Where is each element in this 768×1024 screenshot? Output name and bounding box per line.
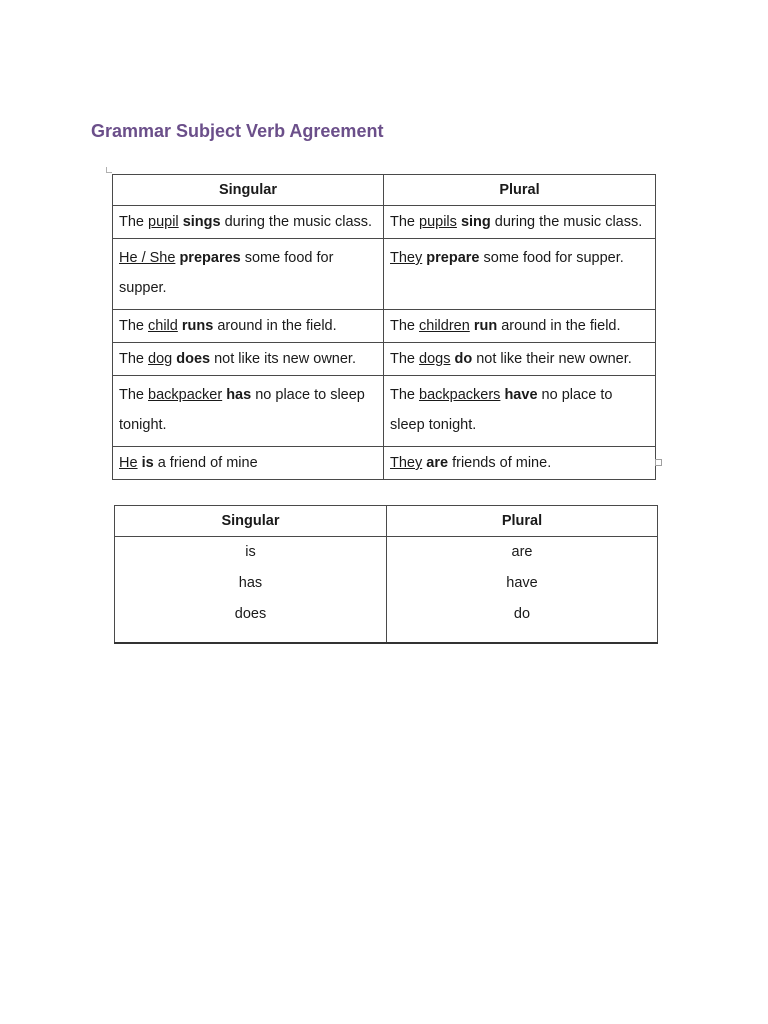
verbs-table [114,505,658,644]
sentence-text: not like its new owner. [210,351,356,367]
verb: do [454,351,473,367]
table-row [113,239,656,310]
verb: prepares [179,250,241,266]
verb: sings [182,214,221,230]
singular-header: Singular [113,175,384,206]
subject: dogs [419,351,451,367]
plural-header: Plural [384,175,656,206]
singular-sentence-cell [113,343,384,376]
verb: sing [460,214,491,230]
subject: children [419,318,470,334]
verb-form: has [238,575,263,591]
verb-form: do [513,606,531,622]
table-row [113,343,656,376]
page-title: Grammar Subject Verb Agreement [91,121,384,141]
sentence-text: The [390,318,420,334]
table-row [113,310,656,343]
singular-verbs-cell [115,537,387,644]
singular-sentence-cell [113,447,384,480]
sentence-text: The [390,387,420,403]
verb: have [504,387,538,403]
singular-sentence-cell [113,206,384,239]
singular-header: Singular [115,506,387,537]
sentence-text: around in the field. [497,318,621,334]
sentence-text: a friend of mine [153,455,258,471]
subject: pupil [148,214,179,230]
verb-form: are [511,544,533,560]
sentence-text: The [119,351,149,367]
verb: has [226,387,252,403]
verb-form: does [234,606,267,622]
plural-header: Plural [387,506,658,537]
subject: backpackers [419,387,501,403]
sentence-text: The [119,387,149,403]
verb: is [141,455,154,471]
table-row [113,206,656,239]
table-header-row [115,506,658,537]
anchor-icon [106,167,112,173]
sentence-text: The [390,214,420,230]
table-header-row [113,175,656,206]
subject: He / She [119,250,176,266]
table-row [113,376,656,447]
sentence-text: during the music class. [220,214,373,230]
sentence-text: no place to sleep tonight. [390,387,613,433]
sentence-text: some food for supper. [479,250,624,266]
verb: runs [181,318,214,334]
sentence-text: during the music class. [490,214,643,230]
verb: are [426,455,449,471]
subject: They [390,455,423,471]
verb: prepare [426,250,480,266]
verb: run [473,318,498,334]
plural-sentence-cell [384,206,656,239]
sentence-text: some food for supper. [119,250,334,296]
examples-table [112,174,656,480]
table-row [113,447,656,480]
plural-sentence-cell [384,239,656,310]
subject: They [390,250,423,266]
plural-sentence-cell [384,447,656,480]
plural-sentence-cell [384,310,656,343]
verb-form: is [245,544,256,560]
subject: backpacker [148,387,223,403]
singular-sentence-cell [113,239,384,310]
sentence-text: friends of mine. [448,455,552,471]
sentence-text: The [119,214,149,230]
table-resize-handle[interactable] [655,459,662,466]
subject: He [119,455,138,471]
sentence-text: no place to sleep tonight. [119,387,365,433]
plural-sentence-cell [384,376,656,447]
sentence-text: around in the field. [213,318,337,334]
table-row [115,537,658,644]
plural-sentence-cell [384,343,656,376]
verb: does [176,351,211,367]
verb-form: have [506,575,538,591]
singular-sentence-cell [113,310,384,343]
sentence-text: The [390,351,420,367]
plural-verbs-cell [387,537,658,644]
singular-sentence-cell [113,376,384,447]
sentence-text: not like their new owner. [472,351,632,367]
sentence-text: The [119,318,149,334]
subject: dog [148,351,173,367]
subject: child [148,318,178,334]
subject: pupils [419,214,457,230]
